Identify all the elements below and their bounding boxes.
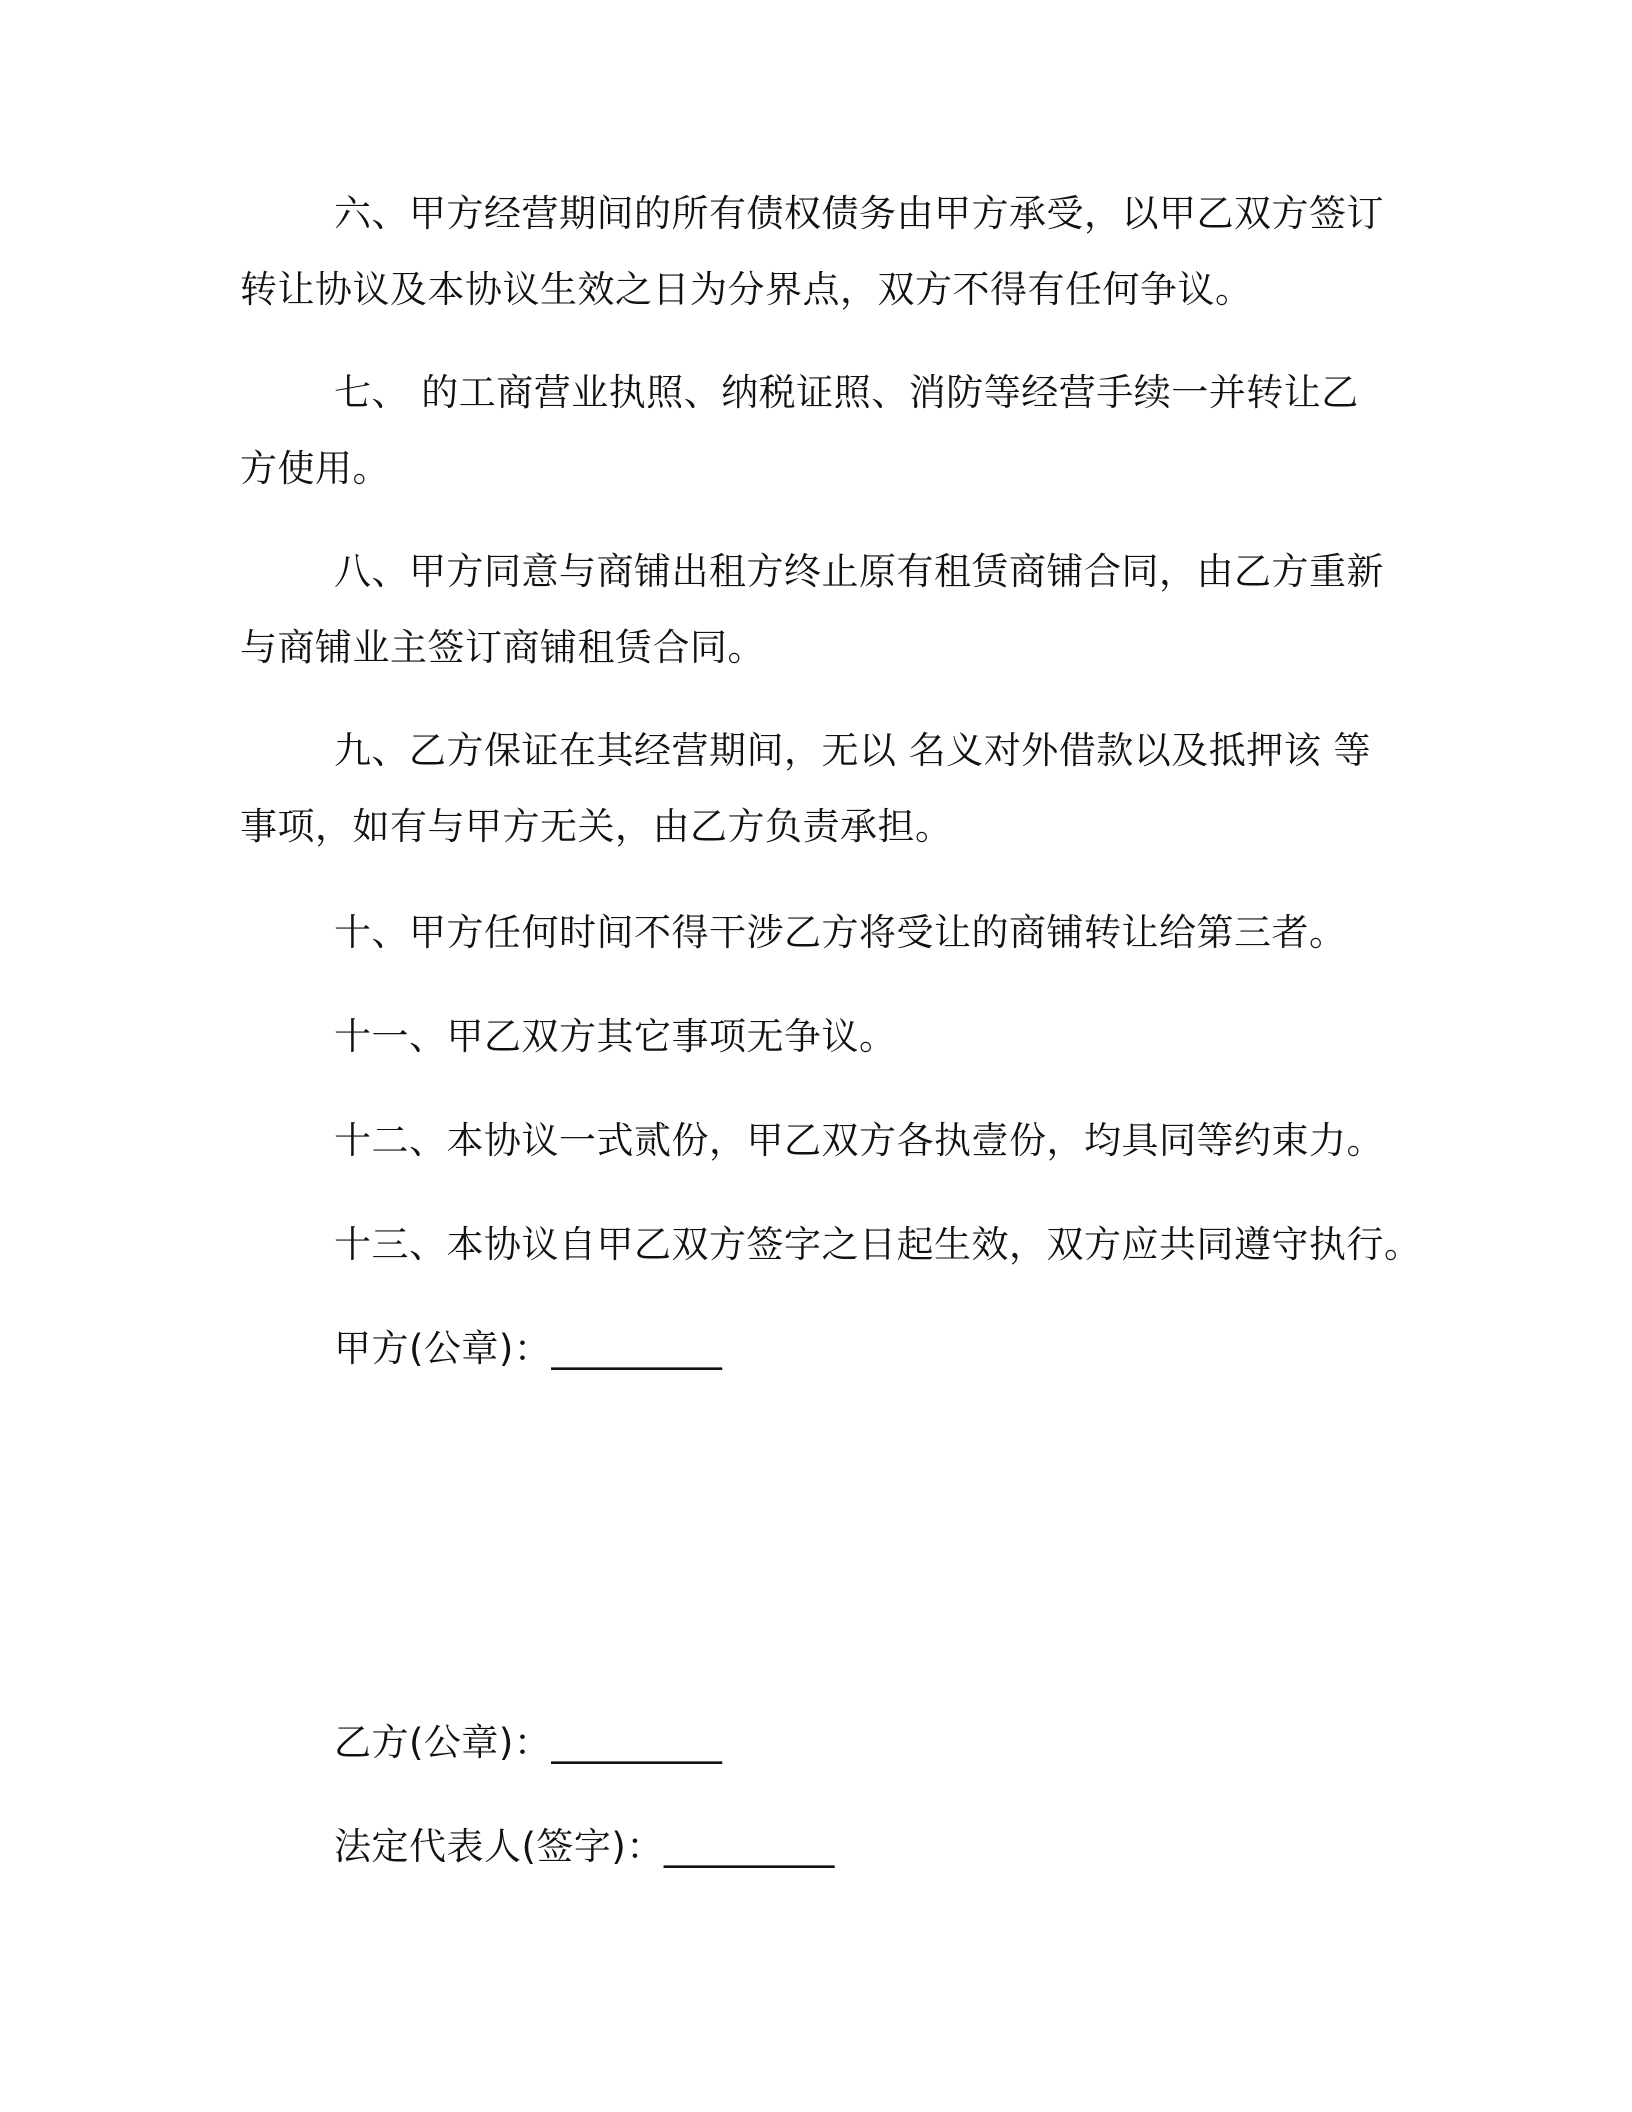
clause-eleven: 十一、甲乙双方其它事项无争议。 bbox=[334, 1015, 897, 1058]
clause-twelve: 十二、本协议一式贰份，甲乙双方各执壹份，均具同等约束力。 bbox=[334, 1119, 1384, 1162]
party-a-seal-line: 甲方(公章)：_________ bbox=[334, 1327, 723, 1370]
clause-ten: 十、甲方任何时间不得干涉乙方将受让的商铺转让给第三者。 bbox=[334, 911, 1347, 954]
clause-eight: 八、甲方同意与商铺出租方终止原有租赁商铺合同，由乙方重新与商铺业主签订商铺租赁合同。 bbox=[240, 550, 1384, 669]
clause-nine: 九、乙方保证在其经营期间，无以 名义对外借款以及抵押该 等事项，如有与甲方无关，由乙方负责承担。 bbox=[240, 729, 1372, 848]
clause-thirteen: 十三、本协议自甲乙双方签字之日起生效，双方应共同遵守执行。 bbox=[334, 1223, 1422, 1266]
party-b-seal-line: 乙方(公章)：_________ bbox=[334, 1721, 723, 1764]
legal-representative-signature-line: 法定代表人(签字)：_________ bbox=[334, 1825, 835, 1868]
clause-seven: 七、 的工商营业执照、纳税证照、消防等经营手续一并转让乙方使用。 bbox=[240, 371, 1359, 490]
clause-six: 六、甲方经营期间的所有债权债务由甲方承受，以甲乙双方签订转让协议及本协议生效之日为分界点，双方不得有任何争议。 bbox=[240, 192, 1384, 311]
